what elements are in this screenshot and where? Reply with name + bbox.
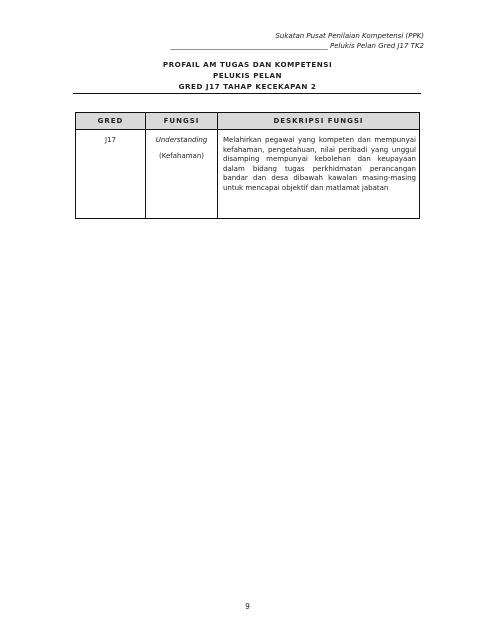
page-title [0, 59, 495, 92]
function-translation: (Kefahaman) [158, 151, 205, 160]
title-line-2: PELUKIS PELAN [212, 71, 283, 80]
cell-function [146, 130, 218, 219]
title-line-1: PROFAIL AM TUGAS DAN KOMPETENSI [162, 60, 333, 69]
column-header-description: DESKRIPSI FUNGSI [218, 113, 420, 130]
running-header-title: Sukatan Pusat Penilaian Kompetensi (PPK) [275, 32, 424, 40]
function-term: Understanding [155, 136, 208, 144]
running-header-subtitle: _____________________________________________ Pelukis Pelan Gred J17 TK2 [170, 42, 424, 50]
cell-grade: J17 [76, 130, 146, 219]
horizontal-divider [73, 93, 421, 94]
page-number: 9 [245, 602, 250, 611]
column-header-grade: GRED [76, 113, 146, 130]
column-header-function: FUNGSI [146, 113, 218, 130]
title-line-3: GRED J17 TAHAP KECEKAPAN 2 [178, 82, 317, 91]
competency-table [75, 112, 420, 219]
table-header-row [76, 113, 420, 130]
cell-description: Melahirkan pegawai yang kompeten dan mempunyai kefahaman, pengetahuan, nilai peribadi yang unggul disamping mempunyai kebolehan dan keupayaan dalam bidang tugas perkhidmatan perancangan bandar dan desa dibawah kawalan masing-masing untuk mencapai objektif dan matlamat jabatan [218, 130, 420, 219]
table-row [76, 130, 420, 219]
